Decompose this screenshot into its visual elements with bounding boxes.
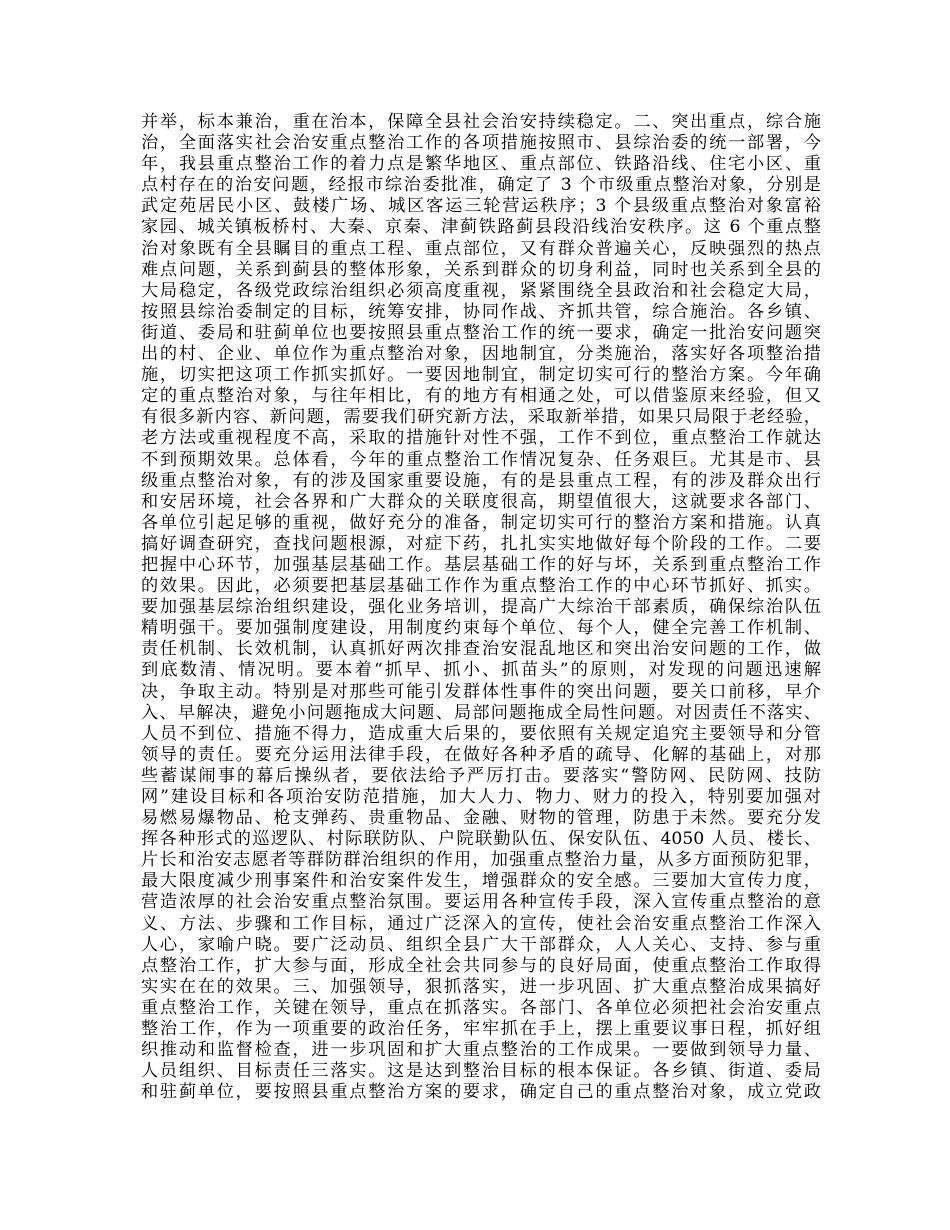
text-line: 各单位引起足够的重视，做好充分的准备，制定切实可行的整治方案和措施。认真 — [141, 512, 821, 533]
text-line: 到底数清、情况明。要本着“抓早、抓小、抓苗头”的原则，对发现的问题迅速解 — [141, 660, 821, 681]
text-line: 和安居环境，社会各界和广大群众的关联度很高，期望值很大，这就要求各部门、 — [141, 491, 821, 512]
text-line: 按照县综治委制定的目标，统筹安排，协同作战、齐抓共管，综合施治。各乡镇、 — [141, 301, 821, 322]
text-line: 点整治工作，扩大参与面，形成全社会共同参与的良好局面，使重点整治工作取得 — [141, 955, 821, 976]
text-line: 治，全面落实社会治安重点整治工作的各项措施按照市、县综治委的统一部署，今 — [141, 133, 821, 154]
text-line: 难点问题，关系到蓟县的整体形象，关系到群众的切身利益，同时也关系到全县的 — [141, 259, 821, 280]
text-line: 治对象既有全县瞩目的重点工程、重点部位，又有群众普遍关心，反映强烈的热点 — [141, 238, 821, 259]
text-line: 些蓄谋闹事的幕后操纵者，要依法给予严厉打击。要落实“警防网、民防网、技防 — [141, 765, 821, 786]
text-line: 并举，标本兼治，重在治本，保障全县社会治安持续稳定。二、突出重点，综合施 — [141, 112, 821, 132]
text-line: 街道、委局和驻蓟单位也要按照县重点整治工作的统一要求，确定一批治安问题突 — [141, 322, 821, 343]
text-line: 年，我县重点整治工作的着力点是繁华地区、重点部位、铁路沿线、住宅小区、重 — [141, 154, 821, 175]
text-line: 入、早解决，避免小问题拖成大问题、局部问题拖成全局性问题。对因责任不落实、 — [141, 702, 821, 723]
text-line: 出的村、企业、单位作为重点整治对象，因地制宜，分类施治，落实好各项整治措 — [141, 344, 821, 365]
text-line: 老方法或重视程度不高，采取的措施针对性不强，工作不到位，重点整治工作就达 — [141, 428, 821, 449]
text-line: 要加强基层综治组织建设，强化业务培训，提高广大综治干部素质，确保综治队伍 — [141, 597, 821, 618]
text-line: 施，切实把这项工作抓实抓好。一要因地制宜，制定切实可行的整治方案。今年确 — [141, 365, 821, 386]
text-line: 定的重点整治对象，与往年相比，有的地方有相通之处，可以借鉴原来经验，但又 — [141, 386, 821, 407]
text-line: 织推动和监督检查，进一步巩固和扩大重点整治的工作成果。一要做到领导力量、 — [141, 1040, 821, 1061]
text-line: 重点整治工作，关键在领导，重点在抓落实。各部门、各单位必须把社会治安重点 — [141, 997, 821, 1018]
text-line: 责任机制、长效机制，认真抓好两次排查治安混乱地区和突出治安问题的工作，做 — [141, 639, 821, 660]
text-line: 片长和治安志愿者等群防群治组织的作用，加强重点整治力量，从多方面预防犯罪， — [141, 850, 821, 871]
text-line: 挥各种形式的巡逻队、村际联防队、户院联勤队伍、保安队伍、4050 人员、楼长、 — [141, 829, 821, 850]
text-line: 家园、城关镇板桥村、大秦、京秦、津蓟铁路蓟县段沿线治安秩序。这 6 个重点整 — [141, 217, 821, 238]
text-line: 武定苑居民小区、鼓楼广场、城区客运三轮营运秩序；3 个县级重点整治对象富裕 — [141, 196, 821, 217]
text-line: 不到预期效果。总体看，今年的重点整治工作情况复杂、任务艰巨。尤其是市、县 — [141, 449, 821, 470]
text-line: 人员不到位、措施不得力，造成重大后果的，要依照有关规定追究主要领导和分管 — [141, 723, 821, 744]
text-line: 营造浓厚的社会治安重点整治氛围。要运用各种宣传手段，深入宣传重点整治的意 — [141, 892, 821, 913]
text-line: 最大限度减少刑事案件和治安案件发生，增强群众的安全感。三要加大宣传力度， — [141, 871, 821, 892]
text-line: 有很多新内容、新问题，需要我们研究新方法，采取新举措，如果只局限于老经验， — [141, 407, 821, 428]
text-line: 级重点整治对象，有的涉及国家重要设施，有的是县重点工程，有的涉及群众出行 — [141, 470, 821, 491]
text-line: 人员组织、目标责任三落实。这是达到整治目标的根本保证。各乡镇、街道、委局 — [141, 1061, 821, 1082]
text-line: 人心，家喻户晓。要广泛动员、组织全县广大干部群众，人人关心、支持、参与重 — [141, 934, 821, 955]
text-line: 把握中心环节，加强基层基础工作。基层基础工作的好与坏，关系到重点整治工作 — [141, 554, 821, 575]
text-line: 网”建设目标和各项治安防范措施，加大人力、物力、财力的投入，特别要加强对 — [141, 787, 821, 807]
text-line: 精明强干。要加强制度建设，用制度约束每个单位、每个人，健全完善工作机制、 — [141, 618, 821, 639]
text-line: 易燃易爆物品、枪支弹药、贵重物品、金融、财物的管理，防患于未然。要充分发 — [141, 808, 821, 829]
text-line: 点村存在的治安问题，经报市综治委批准，确定了 3 个市级重点整治对象，分别是 — [141, 175, 821, 196]
text-line: 整治工作，作为一项重要的政治任务，牢牢抓在手上，摆上重要议事日程，抓好组 — [141, 1019, 821, 1040]
text-line: 和驻蓟单位，要按照县重点整治方案的要求，确定自己的重点整治对象，成立党政 — [141, 1082, 821, 1103]
text-line: 决，争取主动。特别是对那些可能引发群体性事件的突出问题，要关口前移，早介 — [141, 681, 821, 702]
text-line: 义、方法、步骤和工作目标，通过广泛深入的宣传，使社会治安重点整治工作深入 — [141, 913, 821, 934]
body-text — [141, 112, 821, 1103]
text-line: 大局稳定，各级党政综治组织必须高度重视，紧紧围绕全县政治和社会稳定大局， — [141, 280, 821, 301]
text-line: 的效果。因此，必须要把基层基础工作作为重点整治工作的中心环节抓好、抓实。 — [141, 576, 821, 597]
text-line: 领导的责任。要充分运用法律手段，在做好各种矛盾的疏导、化解的基础上，对那 — [141, 744, 821, 765]
text-line: 实实在在的效果。三、加强领导，狠抓落实，进一步巩固、扩大重点整治成果搞好 — [141, 976, 821, 997]
text-line: 搞好调查研究，查找问题根源，对症下药，扎扎实实地做好每个阶段的工作。二要 — [141, 533, 821, 554]
